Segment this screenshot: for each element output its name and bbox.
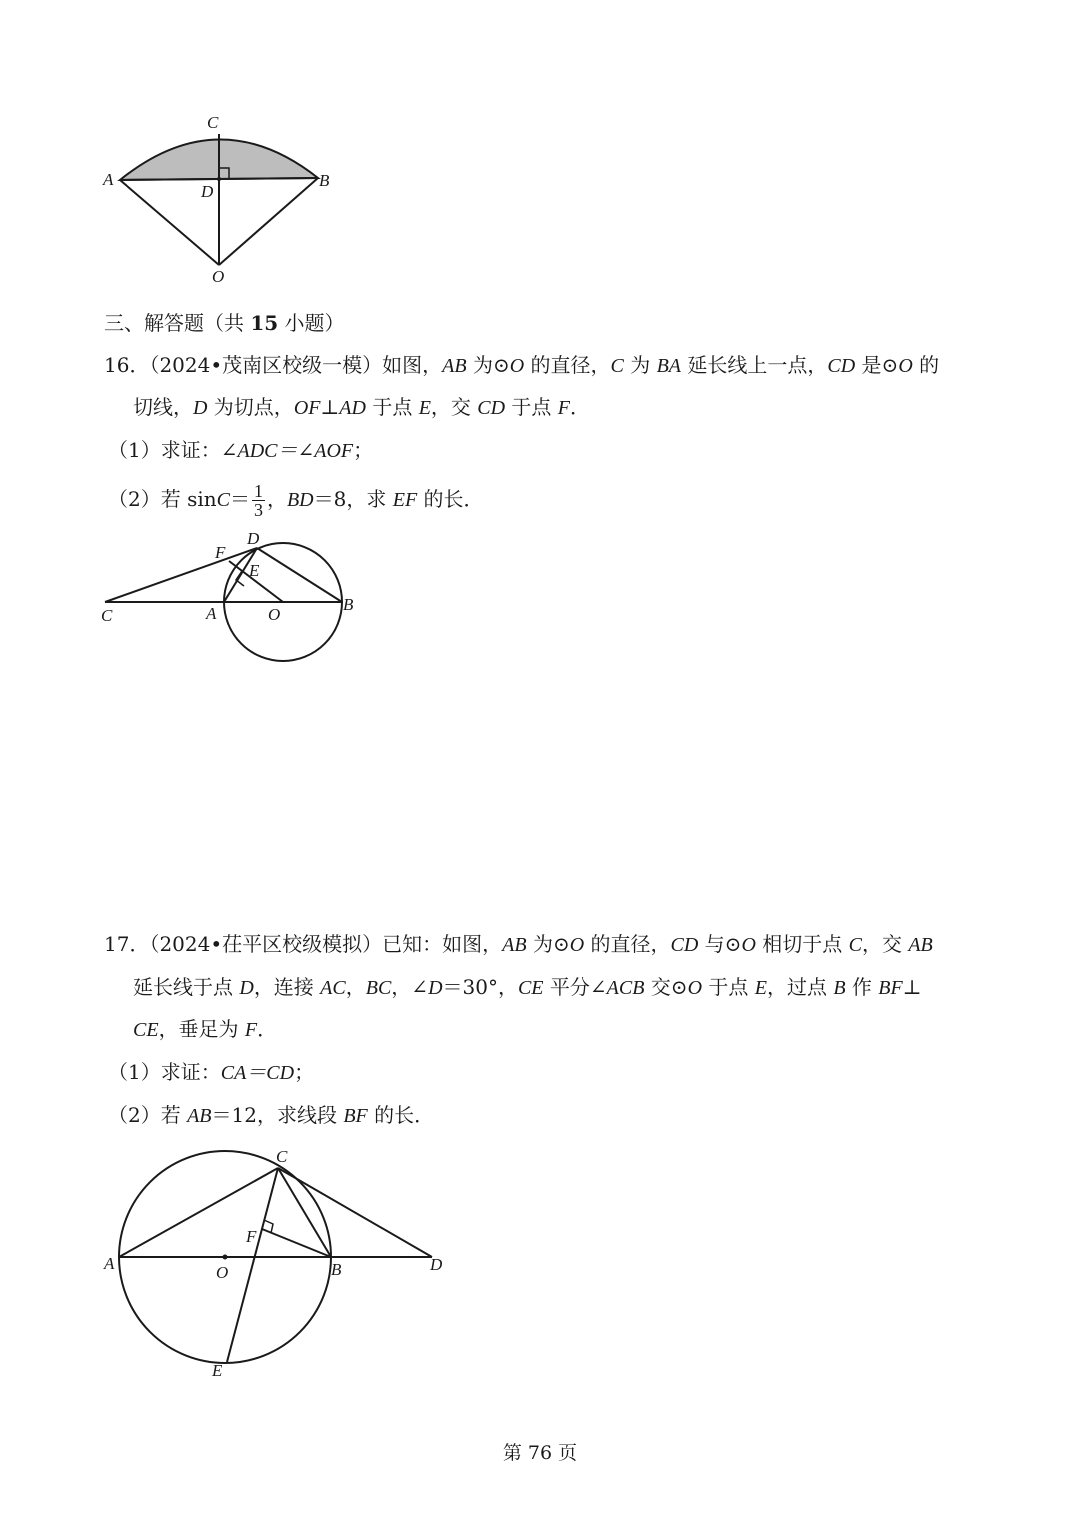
figure-q17 — [95, 1140, 460, 1385]
label-e: E — [212, 1361, 223, 1380]
q16-part-1: （1）求证：∠ADC＝∠AOF； — [108, 438, 374, 462]
label-e: E — [249, 561, 260, 580]
segment-bf — [262, 1229, 331, 1257]
label-o: O — [212, 267, 225, 286]
label-b: B — [331, 1260, 342, 1279]
point-o — [223, 1255, 228, 1260]
page-number: 76 — [527, 1442, 553, 1464]
q16-line-1: 16．（2024•茂南区校级一模）如图，AB 为⊙O 的直径，C 为 BA 延长线上一点，CD 是⊙O 的 — [104, 353, 940, 377]
chord-db — [257, 548, 342, 602]
label-d: D — [247, 529, 260, 548]
label-f: F — [246, 1227, 257, 1246]
label-c: C — [276, 1147, 288, 1166]
label-d: D — [430, 1255, 443, 1274]
tangent-cd — [278, 1168, 432, 1257]
label-f: F — [215, 543, 226, 562]
label-o: O — [268, 605, 281, 624]
tangent-cd — [105, 548, 257, 602]
q16-part-2: （2）若 sinC＝ $\frac{1}{3}$ ，BD＝8，求 EF 的长． — [108, 481, 484, 520]
q17-line-1: 17．（2024•茌平区校级模拟）已知：如图，AB 为⊙O 的直径，CD 与⊙O 相切于点 C，交 AB — [104, 932, 933, 956]
chord-cb — [278, 1168, 331, 1257]
radius-ob — [219, 178, 318, 265]
page-footer: 第 76 页 — [502, 1442, 578, 1464]
label-b: B — [343, 595, 354, 614]
fraction-one-third: $\frac{1}{3}$ — [253, 481, 263, 520]
figure-q16 — [95, 525, 365, 665]
q17-line-2: 延长线于点 D，连接 AC，BC，∠D＝30°，CE 平分∠ACB 交⊙O 于点 E，过点 B 作 BF⊥ — [133, 975, 922, 999]
label-b: B — [319, 171, 330, 190]
label-a: A — [103, 170, 114, 189]
figure-sector — [95, 108, 345, 293]
point-d — [217, 177, 221, 181]
chord-ce — [227, 1168, 278, 1362]
q17-part-1: （1）求证：CA＝CD； — [108, 1060, 315, 1084]
q17-part-2: （2）若 AB＝12，求线段 BF 的长． — [108, 1103, 435, 1127]
section-heading: 三、解答题（共 15 小题） — [104, 311, 345, 335]
label-o: O — [216, 1263, 229, 1282]
label-a: A — [104, 1254, 115, 1273]
right-angle-mark-e — [236, 571, 244, 586]
label-c: C — [101, 606, 113, 625]
label-a: A — [206, 604, 217, 623]
label-c: C — [207, 113, 219, 132]
q17-line-3: CE，垂足为 F． — [133, 1017, 278, 1041]
label-d: D — [201, 182, 214, 201]
q16-line-2: 切线，D 为切点，OF⊥AD 于点 E，交 CD 于点 F． — [133, 395, 590, 419]
